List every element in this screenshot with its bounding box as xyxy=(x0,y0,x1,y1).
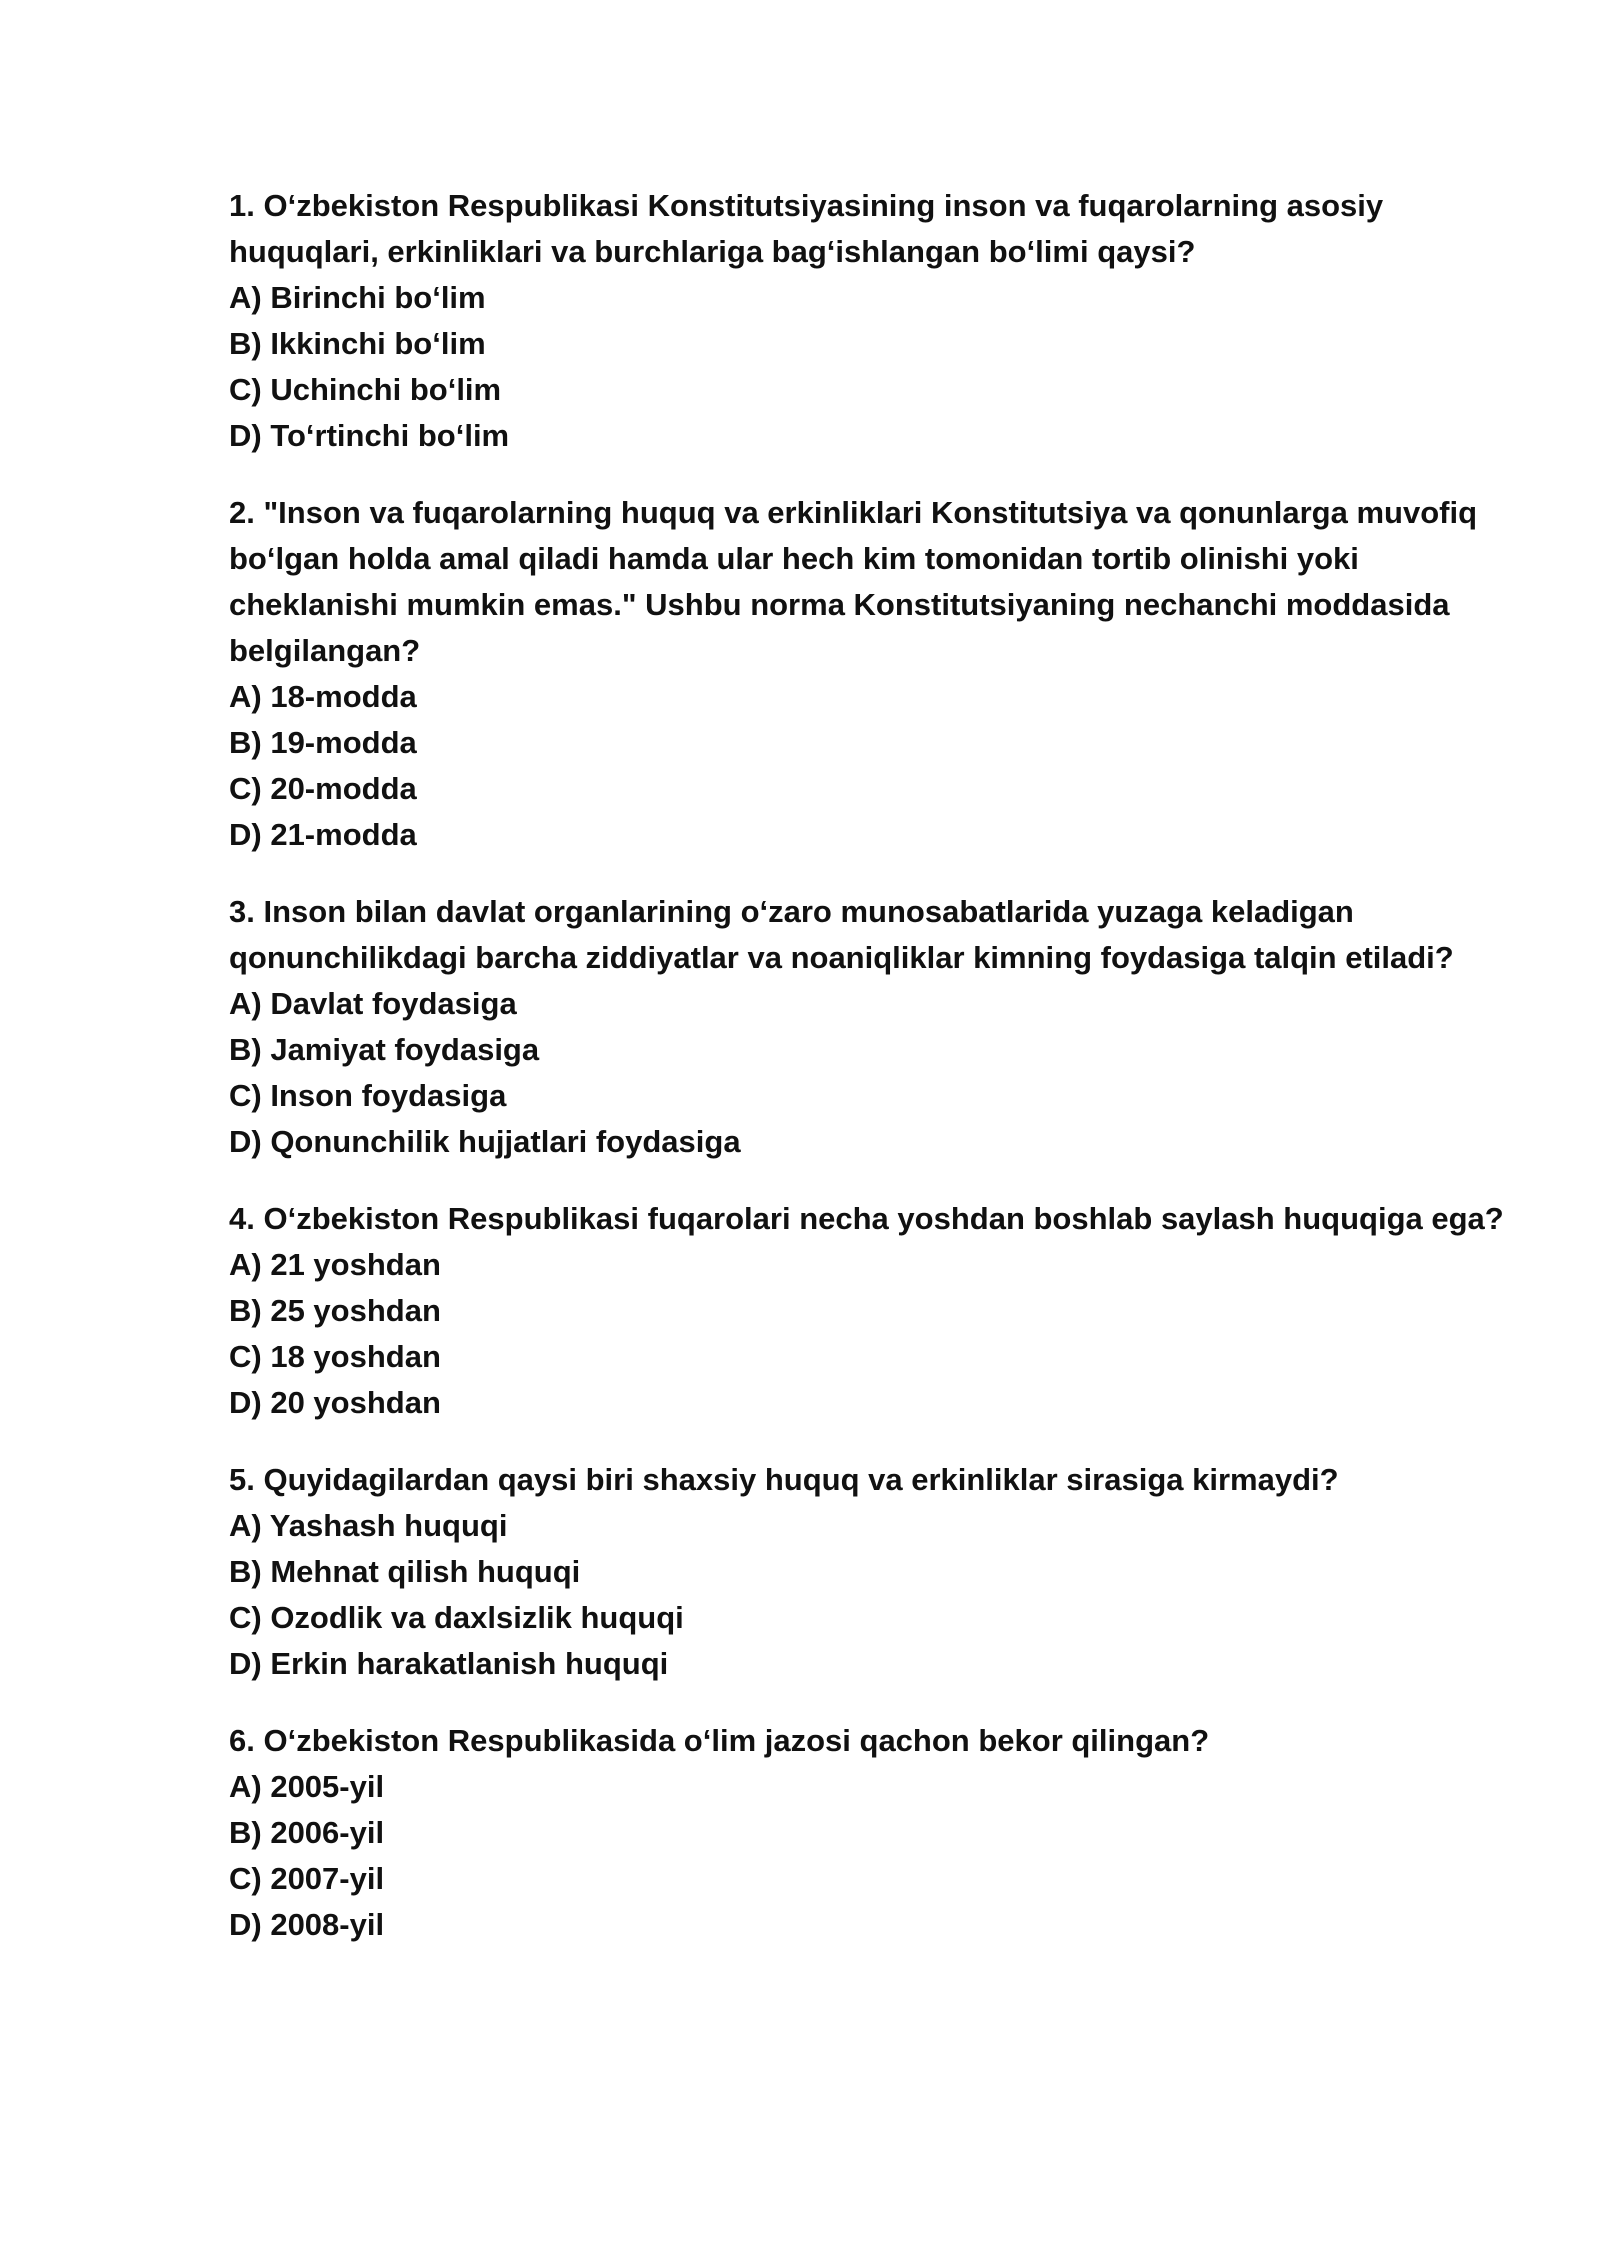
answer-option-d: D) 20 yoshdan xyxy=(229,1385,441,1420)
answer-option-a: A) 18-modda xyxy=(229,679,417,714)
answer-option-d: D) Erkin harakatlanish huquqi xyxy=(229,1646,669,1681)
answer-option-a: A) 2005-yil xyxy=(229,1769,385,1804)
answer-option-c: C) Inson foydasiga xyxy=(229,1078,507,1113)
answer-option-b: B) Mehnat qilish huquqi xyxy=(229,1554,581,1589)
question-1 xyxy=(229,183,1529,459)
question-5 xyxy=(229,1457,1529,1687)
question-6 xyxy=(229,1718,1529,1948)
answer-option-b: B) Ikkinchi bo‘lim xyxy=(229,326,486,361)
answer-option-d: D) To‘rtinchi bo‘lim xyxy=(229,418,510,453)
answer-option-d: D) Qonunchilik hujjatlari foydasiga xyxy=(229,1124,741,1159)
question-text: 6. O‘zbekiston Respublikasida o‘lim jazosi qachon bekor qilingan? xyxy=(229,1723,1210,1758)
question-text: 2. "Inson va fuqarolarning huquq va erkinliklari Konstitutsiya va qonunlarga muvofiq bo‘lgan holda amal qiladi hamda ular hech kim tomonidan tortib olinishi yoki cheklanishi mumkin emas." Ushbu norma Konstitutsiyaning nechanchi moddasida belgilangan? xyxy=(229,495,1478,668)
answer-option-c: C) Uchinchi bo‘lim xyxy=(229,372,502,407)
answer-option-b: B) Jamiyat foydasiga xyxy=(229,1032,540,1067)
question-text: 5. Quyidagilardan qaysi biri shaxsiy huquq va erkinliklar sirasiga kirmaydi? xyxy=(229,1462,1339,1497)
question-text: 3. Inson bilan davlat organlarining o‘zaro munosabatlarida yuzaga keladigan qonunchilikdagi barcha ziddiyatlar va noaniqliklar kimning foydasiga talqin etiladi? xyxy=(229,894,1454,975)
answer-option-b: B) 25 yoshdan xyxy=(229,1293,441,1328)
answer-option-c: C) Ozodlik va daxlsizlik huquqi xyxy=(229,1600,684,1635)
answer-option-b: B) 19-modda xyxy=(229,725,417,760)
question-text: 1. O‘zbekiston Respublikasi Konstitutsiyasining inson va fuqarolarning asosiy huquqlari, erkinliklari va burchlariga bag‘ishlangan bo‘limi qaysi? xyxy=(229,188,1384,269)
answer-option-a: A) Yashash huquqi xyxy=(229,1508,508,1543)
question-2 xyxy=(229,490,1529,858)
question-text: 4. O‘zbekiston Respublikasi fuqarolari necha yoshdan boshlab saylash huquqiga ega? xyxy=(229,1201,1504,1236)
question-list xyxy=(229,183,1529,1979)
answer-option-b: B) 2006-yil xyxy=(229,1815,385,1850)
answer-option-d: D) 21-modda xyxy=(229,817,417,852)
answer-option-c: C) 20-modda xyxy=(229,771,417,806)
answer-option-c: C) 2007-yil xyxy=(229,1861,385,1896)
answer-option-a: A) Davlat foydasiga xyxy=(229,986,517,1021)
answer-option-a: A) 21 yoshdan xyxy=(229,1247,441,1282)
answer-option-c: C) 18 yoshdan xyxy=(229,1339,441,1374)
answer-option-a: A) Birinchi bo‘lim xyxy=(229,280,486,315)
question-4 xyxy=(229,1196,1529,1426)
question-3 xyxy=(229,889,1529,1165)
answer-option-d: D) 2008-yil xyxy=(229,1907,385,1942)
